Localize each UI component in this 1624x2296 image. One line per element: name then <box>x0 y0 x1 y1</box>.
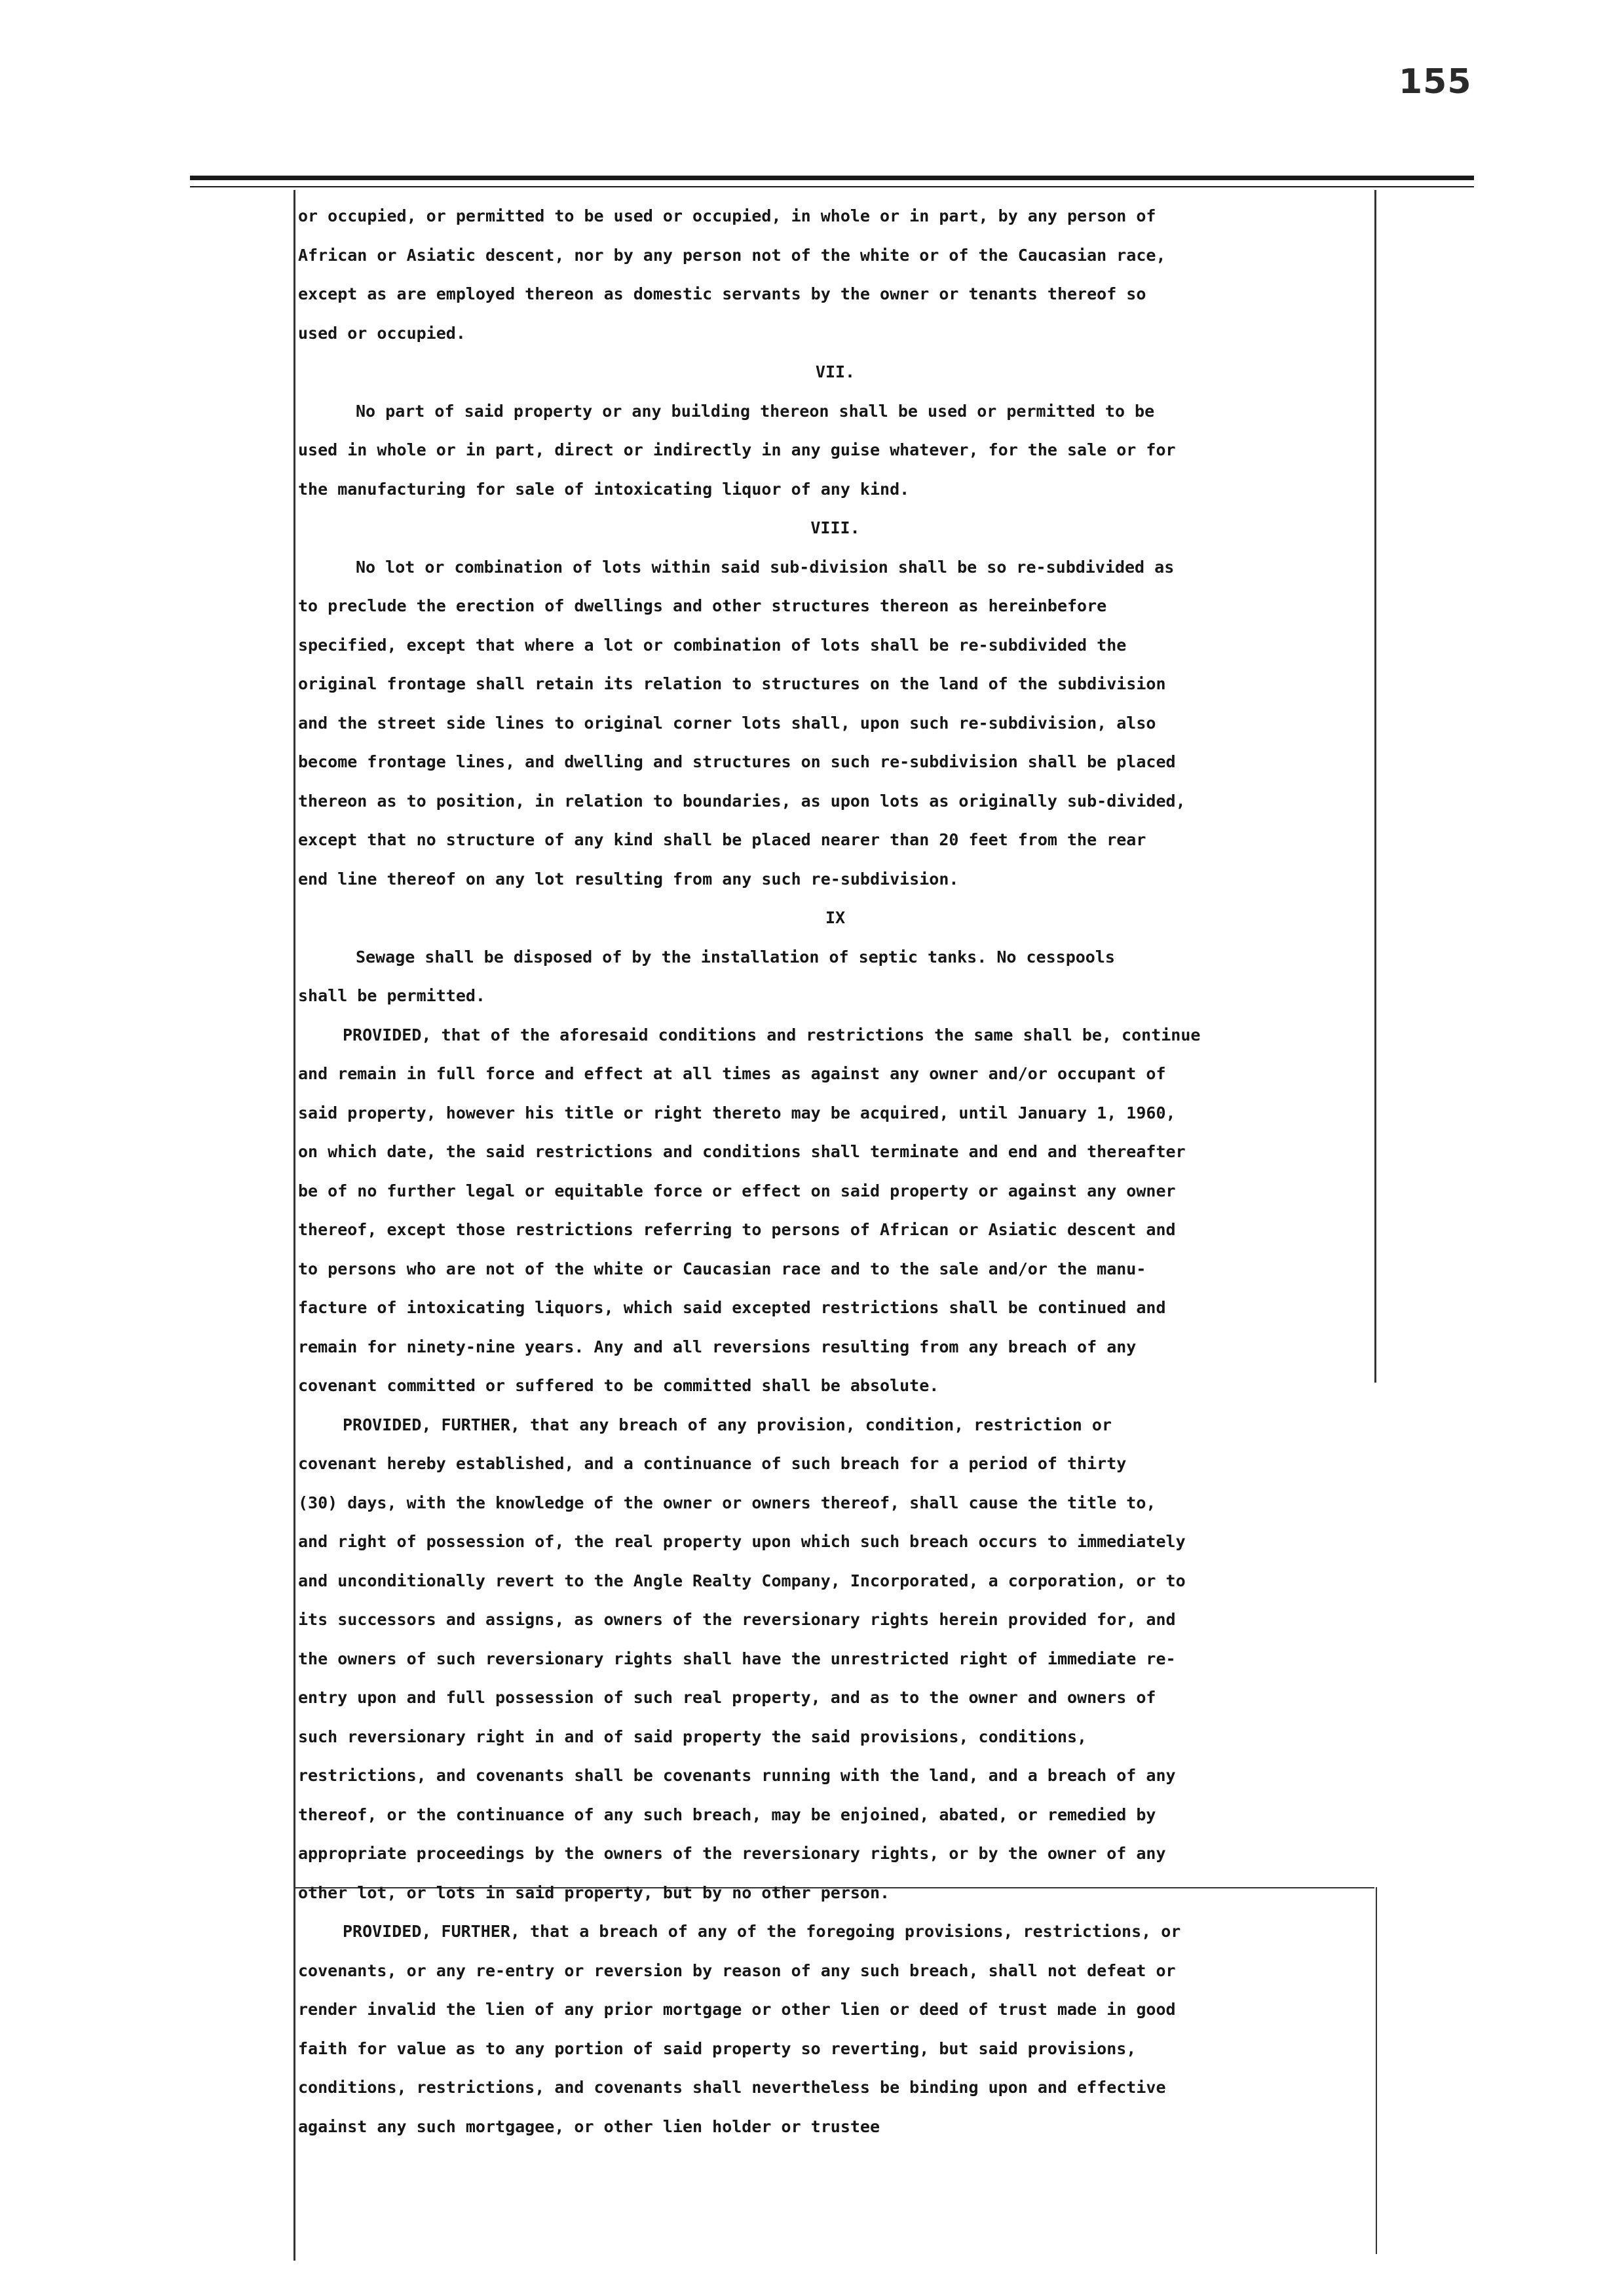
text-line: to persons who are not of the white or Caucasian race and to the sale and/or the manu- <box>298 1259 1146 1278</box>
text-line: facture of intoxicating liquors, which said excepted restrictions shall be continued and <box>298 1298 1166 1317</box>
text-line: except that no structure of any kind shall be placed nearer than 20 feet from the rear <box>298 830 1146 849</box>
text-line: remain for ninety-nine years. Any and all reversions resulting from any breach of any <box>298 1337 1137 1356</box>
text-line: African or Asiatic descent, nor by any person not of the white or of the Caucasian race, <box>298 245 1166 265</box>
text-line: PROVIDED, FURTHER, that a breach of any of the foregoing provisions, restrictions, or <box>343 1922 1181 1941</box>
text-line: except as are employed thereon as domestic servants by the owner or tenants thereof so <box>298 284 1146 303</box>
text-line: render invalid the lien of any prior mortgage or other lien or deed of trust made in good <box>298 2000 1176 2019</box>
text-line: No part of said property or any building thereon shall be used or permitted to be <box>356 401 1155 421</box>
text-line: the owners of such reversionary rights shall have the unrestricted right of immediate re- <box>298 1649 1176 1668</box>
text-line: its successors and assigns, as owners of the reversionary rights herein provided for, and <box>298 1610 1176 1629</box>
text-line: Sewage shall be disposed of by the installation of septic tanks. No cesspools <box>356 947 1115 966</box>
text-line: restrictions, and covenants shall be covenants running with the land, and a breach of any <box>298 1766 1176 1785</box>
text-line: thereon as to position, in relation to boundaries, as upon lots as originally sub-divided, <box>298 791 1186 811</box>
text-line: shall be permitted. <box>298 986 485 1005</box>
document-body <box>298 197 1372 2146</box>
text-line: and remain in full force and effect at all times as against any owner and/or occupant of <box>298 1064 1166 1083</box>
text-line: conditions, restrictions, and covenants shall nevertheless be binding upon and effective <box>298 2078 1166 2097</box>
text-line: or occupied, or permitted to be used or occupied, in whole or in part, by any person of <box>298 206 1156 225</box>
page-number: 155 <box>1399 62 1472 102</box>
text-line: and right of possession of, the real property upon which such breach occurs to immediately <box>298 1532 1186 1551</box>
left-margin-line <box>293 190 295 2261</box>
text-line: (30) days, with the knowledge of the owner or owners thereof, shall cause the title to, <box>298 1493 1156 1512</box>
right-margin-line <box>1374 190 1376 1383</box>
text-line: covenants, or any re-entry or reversion by reason of any such breach, shall not defeat or <box>298 1961 1176 1980</box>
header-rule <box>190 176 1474 180</box>
text-line: to preclude the erection of dwellings and other structures thereon as hereinbefore <box>298 596 1107 615</box>
text-line: against any such mortgagee, or other lien holder or trustee <box>298 2116 880 2136</box>
text-line: used or occupied. <box>298 323 466 343</box>
text-line: used in whole or in part, direct or indirectly in any guise whatever, for the sale or for <box>298 440 1176 459</box>
text-line: original frontage shall retain its relation to structures on the land of the subdivision <box>298 674 1166 693</box>
text-line: be of no further legal or equitable force or effect on said property or against any owner <box>298 1181 1176 1200</box>
text-line: No lot or combination of lots within said sub-division shall be so re-subdivided as <box>356 557 1175 577</box>
text-line: PROVIDED, FURTHER, that any breach of any provision, condition, restriction or <box>343 1415 1112 1434</box>
text-line: end line thereof on any lot resulting from any such re-subdivision. <box>298 869 959 889</box>
text-line: other lot, or lots in said property, but by no other person. <box>298 1883 890 1902</box>
text-line: PROVIDED, that of the aforesaid conditions and restrictions the same shall be, continue <box>343 1025 1201 1044</box>
text-line: and unconditionally revert to the Angle Realty Company, Incorporated, a corporation, or to <box>298 1571 1186 1590</box>
text-line: such reversionary right in and of said property the said provisions, conditions, <box>298 1727 1087 1746</box>
section-heading: VII. <box>815 362 856 381</box>
text-line: said property, however his title or right thereto may be acquired, until January 1, 1960, <box>298 1103 1176 1122</box>
text-line: on which date, the said restrictions and conditions shall terminate and end and thereafter <box>298 1142 1186 1161</box>
text-line: specified, except that where a lot or combination of lots shall be re-subdivided the <box>298 635 1127 655</box>
text-line: appropriate proceedings by the owners of the reversionary rights, or by the owner of any <box>298 1844 1166 1863</box>
header-rule-thin <box>190 186 1474 187</box>
text-line: thereof, except those restrictions referring to persons of African or Asiatic descent and <box>298 1220 1176 1239</box>
text-line: and the street side lines to original corner lots shall, upon such re-subdivision, also <box>298 713 1156 733</box>
section-heading: IX <box>825 908 846 927</box>
text-line: entry upon and full possession of such real property, and as to the owner and owners of <box>298 1688 1156 1707</box>
text-line: covenant hereby established, and a continuance of such breach for a period of thirty <box>298 1454 1127 1473</box>
text-line: become frontage lines, and dwelling and structures on such re-subdivision shall be placed <box>298 752 1176 771</box>
text-line: the manufacturing for sale of intoxicating liquor of any kind. <box>298 479 910 499</box>
right-margin-line-lower <box>1376 1887 1377 2254</box>
text-line: thereof, or the continuance of any such breach, may be enjoined, abated, or remedied by <box>298 1805 1156 1824</box>
text-line: faith for value as to any portion of said property so reverting, but said provisions, <box>298 2038 1137 2058</box>
section-heading: VIII. <box>810 518 860 537</box>
text-line: covenant committed or suffered to be committed shall be absolute. <box>298 1376 939 1395</box>
